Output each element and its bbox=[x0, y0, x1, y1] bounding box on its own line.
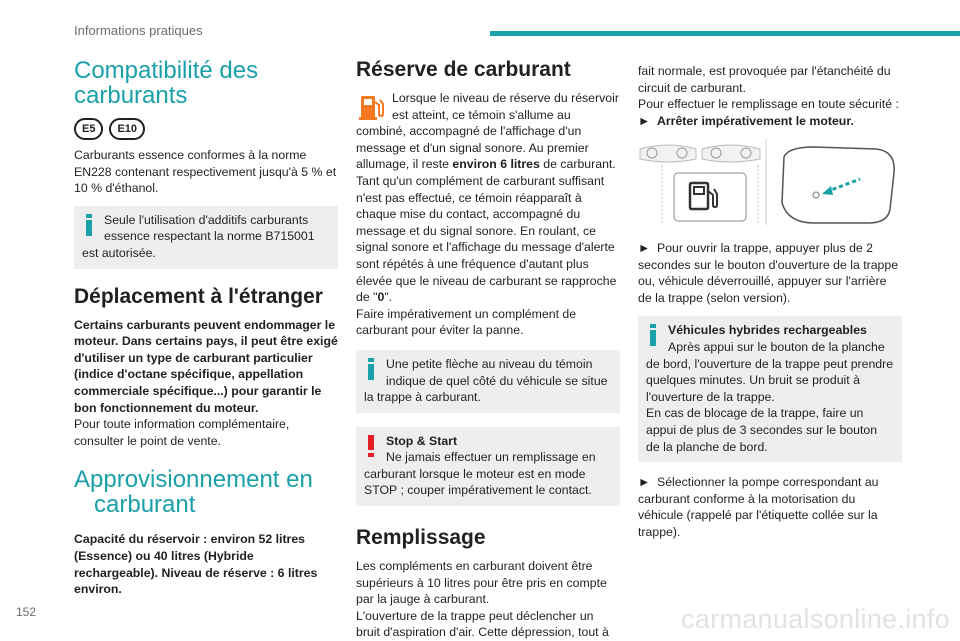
step-select-pump-text: Sélectionner la pompe correspondant au carburant conforme à la motorisation du véhicule (rappelé par l'étiquette collée sur la trappe). bbox=[638, 475, 879, 539]
warning-box-stop-start bbox=[356, 427, 620, 506]
bullet-arrow: ► bbox=[638, 475, 651, 490]
info-hybrid-line3: En cas de blocage de la trappe, faire un appui de plus de 3 secondes sur le bouton de la planche de bord. bbox=[646, 406, 878, 454]
title-fuel-compatibility-line2: carburants bbox=[74, 82, 188, 109]
fuel-badges bbox=[74, 118, 338, 140]
tank-capacity-text: Capacité du réservoir : environ 52 litres (Essence) ou 40 litres (Hybride rechargeable). Niveau de réserve : 6 litres environ. bbox=[74, 532, 318, 597]
heading-refuelling: Remplissage bbox=[356, 526, 486, 550]
title-fuel-compatibility-line1: Compatibilité des bbox=[74, 57, 259, 84]
safety-intro: Pour effectuer le remplissage en toute sécurité : bbox=[638, 97, 899, 112]
compatibility-text: Carburants essence conformes à la norme EN228 contenant respectivement jusqu'à 5 % et 10 % d'éthanol. bbox=[74, 148, 337, 196]
watermark: carmanualsonline.info bbox=[681, 604, 950, 634]
warning-line1: Ne jamais effectuer un remplissage en bbox=[386, 450, 596, 465]
fuel-reserve-text-e: ". bbox=[384, 290, 393, 305]
column-right bbox=[638, 63, 902, 540]
bullet-arrow: ► bbox=[638, 240, 651, 255]
fuel-flap-illustration bbox=[638, 139, 902, 225]
dashboard-controls-image bbox=[640, 145, 760, 223]
fuel-reserve-text bbox=[356, 90, 620, 306]
fuel-reserve-refill-text: Faire impérativement un complément de carburant pour éviter la panne. bbox=[356, 306, 577, 338]
info-arrow-line1: Une petite flèche au niveau du témoin indique de quel côté du véhicule se situe bbox=[386, 356, 608, 388]
badge-e10: E10 bbox=[109, 118, 145, 140]
info-additives-line1: Seule l'utilisation d'additifs carburants essence respectant la norme B715001 bbox=[104, 212, 315, 244]
title-fuel-compatibility bbox=[74, 58, 338, 108]
column-middle bbox=[356, 58, 620, 641]
fuel-reserve-amount: environ 6 litres bbox=[452, 157, 540, 172]
fuel-reserve-zero: 0 bbox=[377, 290, 385, 305]
fuel-warning-icon bbox=[356, 92, 386, 122]
travel-abroad-text: Pour toute information complémentaire, consulter le point de vente. bbox=[74, 417, 290, 448]
fuel-flap-image bbox=[782, 147, 894, 223]
info-box-additives bbox=[74, 206, 338, 269]
heading-travel-abroad: Déplacement à l'étranger bbox=[74, 284, 323, 308]
title-fuel-supply bbox=[74, 467, 338, 517]
refuelling-continued: fait normale, est provoquée par l'étanchéité du circuit de carburant. bbox=[638, 64, 891, 95]
bullet-arrow: ► bbox=[638, 113, 651, 128]
title-fuel-supply-line1: Approvisionnement en bbox=[74, 466, 313, 494]
info-box-hybrid bbox=[638, 316, 902, 462]
refuelling-text-1: Les compléments en carburant doivent être supérieurs à 10 litres pour être pris en compte par la jauge à carburant. bbox=[356, 559, 607, 607]
info-icon bbox=[364, 358, 378, 380]
fuel-reserve-text-a: Lorsque le niveau de réserve du réservoir est atteint, ce témoin s'allume au combiné, accompagné de l'affichage d'un message et d'un signal sonore. Au premier allumage, il reste bbox=[356, 91, 619, 172]
info-hybrid-title: Véhicules hybrides rechargeables bbox=[668, 323, 867, 338]
info-box-arrow bbox=[356, 350, 620, 413]
title-fuel-supply-line2: carburant bbox=[94, 491, 196, 519]
badge-e5: E5 bbox=[74, 118, 103, 140]
info-hybrid-line1: Après appui sur le bouton de la planche bbox=[668, 339, 885, 354]
warning-line2: carburant lorsque le moteur est en mode STOP ; couper impérativement le contact. bbox=[364, 466, 592, 498]
step-open-flap-text: Pour ouvrir la trappe, appuyer plus de 2 secondes sur le bouton d'ouverture de la trappe ou, véhicule déverrouillé, appuyer sur l'arrière de la trappe (selon version). bbox=[638, 240, 899, 305]
step-stop-engine bbox=[638, 113, 902, 130]
refuelling-text-2: L'ouverture de la trappe peut déclencher un bruit d'aspiration d'air. Cette dépression, tout à bbox=[356, 608, 609, 640]
step-open-flap bbox=[638, 240, 902, 306]
page-number: 152 bbox=[16, 605, 37, 619]
step-select-pump bbox=[638, 474, 902, 540]
info-arrow-line2: la trappe à carburant. bbox=[364, 390, 481, 405]
travel-abroad-bold: Certains carburants peuvent endommager le moteur. Dans certains pays, il peut être exigé d'utiliser un type de carburant particulier (indice d'octane spécifique, appellation commerciale spécifique...) pour garantir le bon fonctionnement du moteur. bbox=[74, 317, 338, 415]
warning-title: Stop & Start bbox=[386, 433, 458, 448]
header-section-label: Informations pratiques bbox=[74, 23, 203, 38]
warning-icon bbox=[364, 435, 378, 457]
column-left bbox=[74, 58, 338, 598]
step-stop-engine-text: Arrêter impérativement le moteur. bbox=[657, 113, 854, 128]
info-hybrid-line2: de bord, l'ouverture de la trappe peut prendre quelques minutes. Un bruit se produit à l'ouverture de la trappe. bbox=[646, 356, 894, 404]
fuel-reserve-text-c: de carburant. Tant qu'un complément de carburant suffisant n'est pas effectué, ce témoin réapparaît à chaque mise du contact, accompagné du message et du signal sonore. En roulant, ce signal sonore et l'affichage du message d'alerte sont répétés à une fréquence d'autant plus élevée que le niveau de carburant se rapproche de " bbox=[356, 157, 617, 305]
info-icon bbox=[82, 214, 96, 236]
info-additives-line2: est autorisée. bbox=[82, 245, 156, 260]
info-icon bbox=[646, 324, 660, 346]
header-accent-bar bbox=[490, 31, 960, 36]
heading-fuel-reserve: Réserve de carburant bbox=[356, 58, 571, 81]
